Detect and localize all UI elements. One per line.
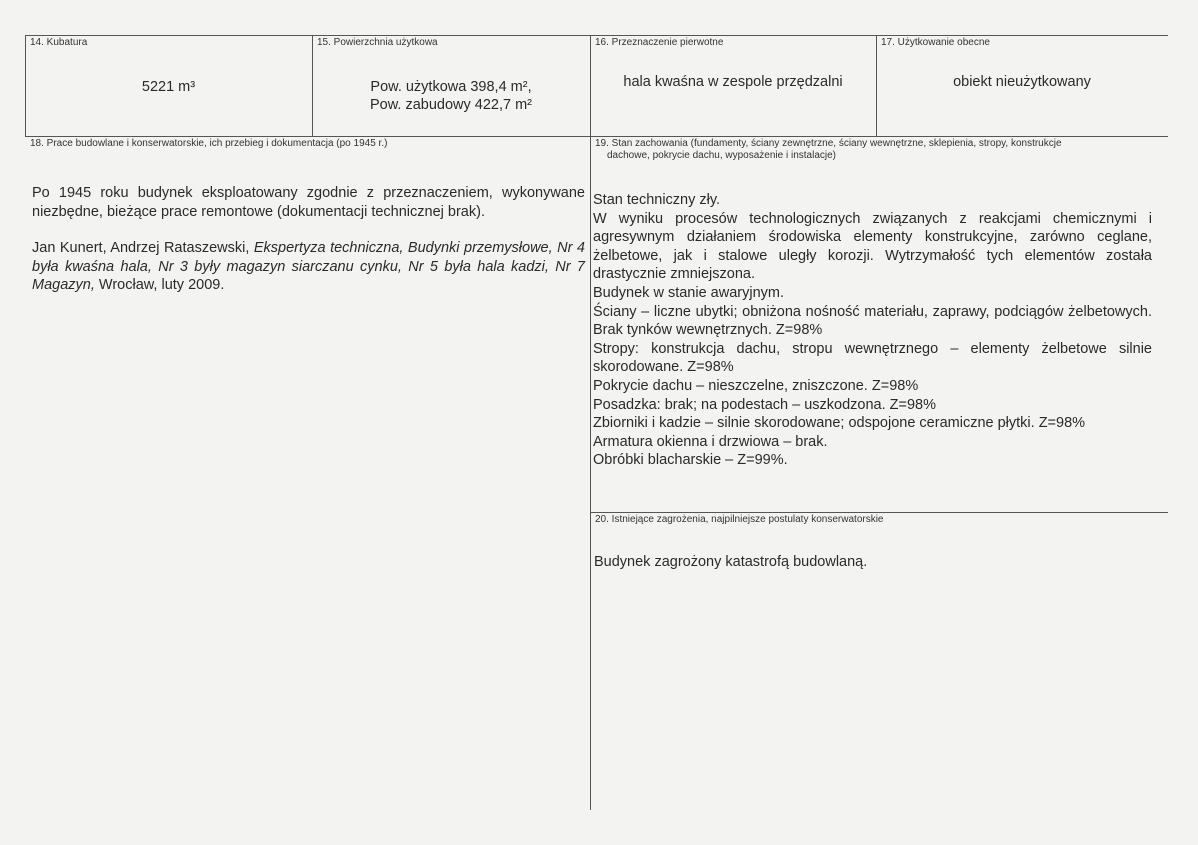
field-19-stan — [590, 136, 1168, 512]
field-label: 16. Przeznaczenie pierwotne — [595, 37, 724, 48]
text-line: Stropy: konstrukcja dachu, stropu wewnętrznego – elementy żelbetowe silnie skorodowane. Z=98% — [593, 340, 1152, 376]
field-value: obiekt nieużytkowany — [953, 74, 1091, 90]
ref-authors: Jan Kunert, Andrzej Rataszewski, — [32, 240, 254, 257]
paragraph: Po 1945 roku budynek eksploatowany zgodnie z przeznaczeniem, wykonywane niezbędne, bieżące prace remontowe (dokumentacji technicznej brak). — [32, 185, 585, 220]
field-value: hala kwaśna w zespole przędzalni — [623, 74, 843, 90]
reference — [32, 239, 585, 295]
text-line: W wyniku procesów technologicznych związanych z reakcjami chemicznymi i agresywnym działaniem środowiska elementy konstrukcyjne, zarówno ceglane, żelbetowe, jak i stalowe uległy korozji. Wytrzymałość tych elementów została drastycznie zmniejszona. — [593, 210, 1152, 283]
field-18-prace — [25, 136, 590, 810]
field-label-cont: dachowe, pokrycie dachu, wyposażenie i instalacje) — [607, 150, 837, 161]
field-value: 5221 m³ — [141, 79, 196, 95]
field-16-przeznaczenie — [590, 35, 876, 136]
field-17-uzytkowanie — [876, 35, 1168, 136]
field-label: 17. Użytkowanie obecne — [881, 37, 990, 48]
field-label: 14. Kubatura — [30, 37, 88, 48]
field-15-powierzchnia — [312, 35, 590, 136]
text-line: Stan techniczny zły. — [593, 192, 721, 208]
text-line: Budynek w stanie awaryjnym. — [593, 284, 784, 301]
ref-place: Wrocław, luty 2009. — [94, 277, 225, 294]
text-line: Posadzka: brak; na podestach – uszkodzona. Z=98% — [593, 396, 936, 413]
text-line: Pokrycie dachu – nieszczelne, zniszczone. Z=98% — [593, 377, 919, 394]
field-value: Budynek zagrożony katastrofą budowlaną. — [594, 554, 868, 570]
field-label: 20. Istniejące zagrożenia, najpilniejsze postulaty konserwatorskie — [595, 514, 884, 525]
text-line: Obróbki blacharskie – Z=99%. — [593, 452, 788, 469]
text-line: Zbiorniki i kadzie – silnie skorodowane; odspojone ceramiczne płytki. Z=98% — [593, 415, 1086, 432]
field-14-kubatura — [25, 35, 312, 136]
field-label: 15. Powierzchnia użytkowa — [317, 37, 438, 48]
field-label: 18. Prace budowlane i konserwatorskie, ich przebieg i dokumentacja (po 1945 r.) — [30, 138, 388, 149]
field-value: Pow. użytkowa 398,4 m², — [370, 79, 532, 95]
text-line: Armatura okienna i drzwiowa – brak. — [593, 433, 828, 450]
field-20-zagrozenia — [590, 512, 1168, 810]
field-value: Pow. zabudowy 422,7 m² — [369, 97, 532, 113]
text-line: Ściany – liczne ubytki; obniżona nośność materiału, zaprawy, podciągów żelbetowych. Brak tynków wewnętrznych. Z=98% — [593, 303, 1152, 339]
ref-title: Ekspertyza techniczna, Budynki przemysłowe, Nr 4 była kwaśna hala, Nr 3 były magazyn siarczanu cynku, Nr 5 była hala kadzi, Nr 7 Magazyn, — [32, 240, 585, 294]
field-label: 19. Stan zachowania (fundamenty, ściany zewnętrzne, ściany wewnętrzne, sklepienia, stropy, konstrukcje — [595, 138, 1062, 149]
condition-text — [593, 191, 1152, 470]
